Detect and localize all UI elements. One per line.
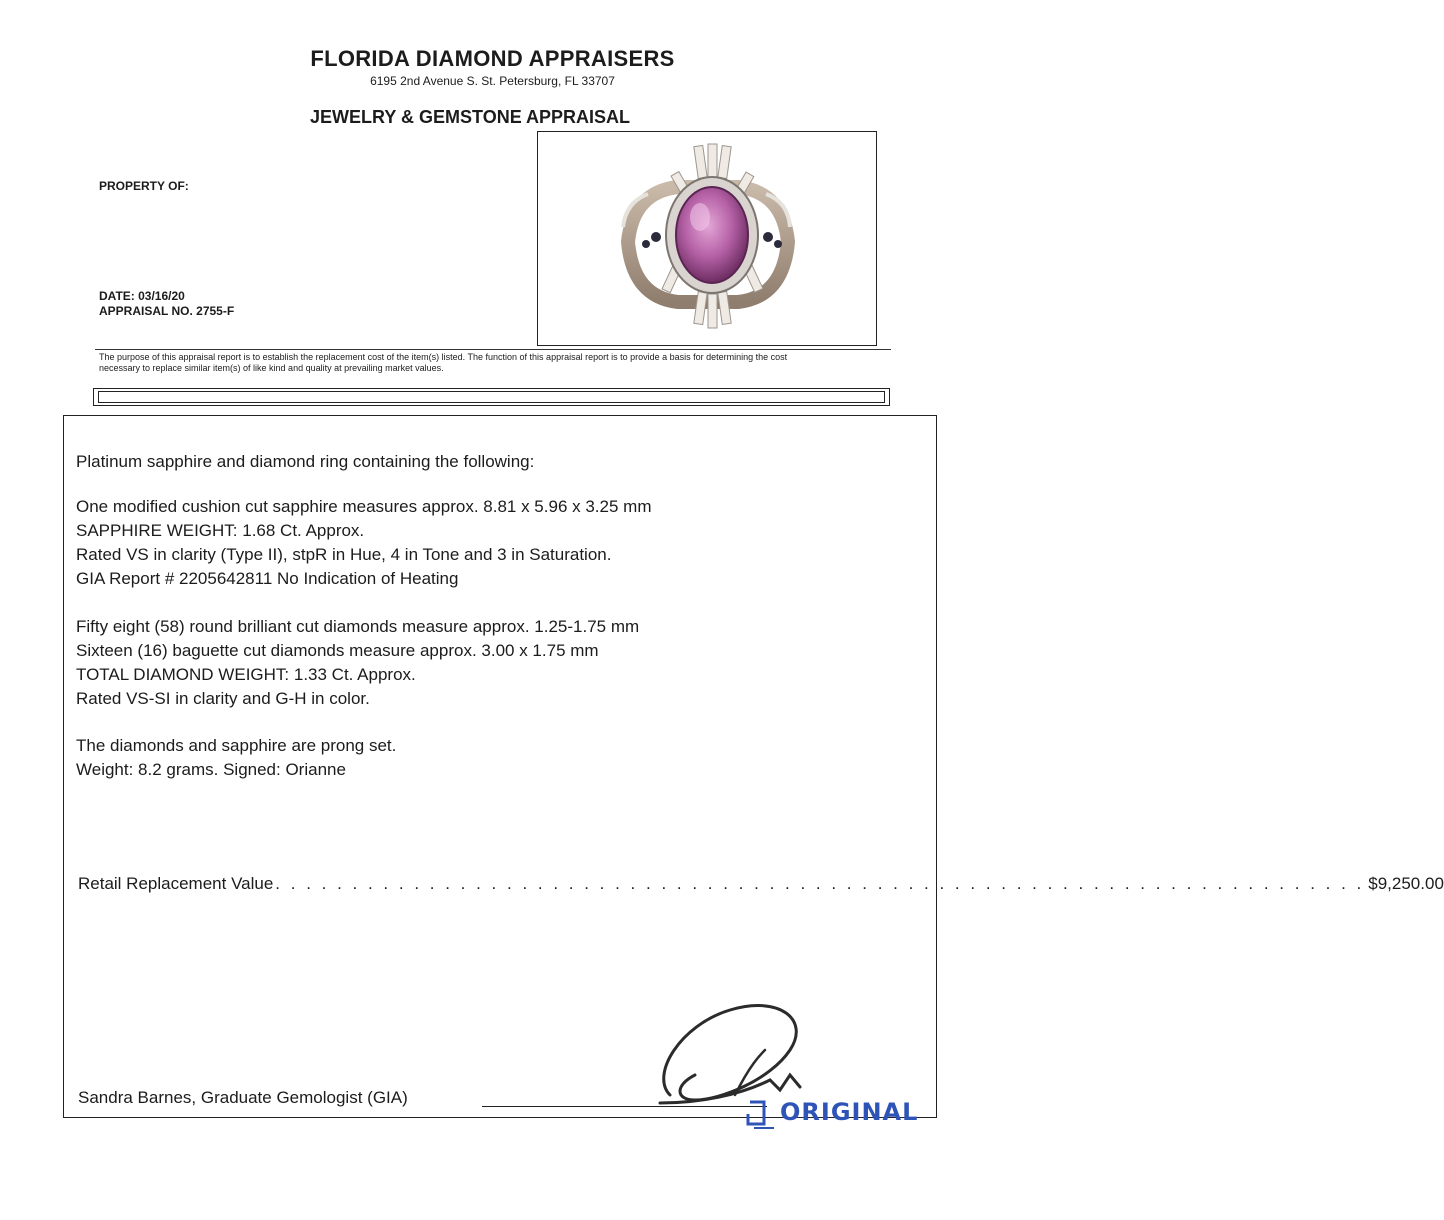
diamond-line: TOTAL DIAMOND WEIGHT: 1.33 Ct. Approx. (76, 665, 416, 684)
description-intro: Platinum sapphire and diamond ring containing the following: (76, 452, 535, 471)
separator-bar-inner (98, 391, 885, 403)
stamp-text: ORIGINAL (780, 1098, 919, 1126)
disclaimer-line-1: The purpose of this appraisal report is to establish the replacement cost of the item(s) listed. The function of this appraisal report is to provide a basis for determining the cost (99, 352, 788, 362)
sapphire-line: Rated VS in clarity (Type II), stpR in Hue, 4 in Tone and 3 in Saturation. (76, 545, 612, 564)
property-of-label: PROPERTY OF: (99, 179, 189, 193)
sapphire-details (76, 495, 651, 591)
disclaimer (99, 352, 899, 374)
date-line (99, 289, 185, 303)
diamond-line: Fifty eight (58) round brilliant cut diamonds measure approx. 1.25-1.75 mm (76, 617, 640, 636)
date-label: DATE: (99, 289, 135, 303)
signer-name: Sandra Barnes, Graduate Gemologist (GIA) (78, 1088, 408, 1107)
date-value: 03/16/20 (138, 289, 185, 303)
company-address: 6195 2nd Avenue S. St. Petersburg, FL 33707 (370, 74, 615, 88)
sapphire-line: One modified cushion cut sapphire measures approx. 8.81 x 5.96 x 3.25 mm (76, 497, 652, 516)
appraisal-number: 2755-F (196, 304, 235, 318)
company-name: FLORIDA DIAMOND APPRAISERS (310, 46, 675, 71)
document-title: JEWELRY & GEMSTONE APPRAISAL (310, 107, 631, 127)
diamond-line: Rated VS-SI in clarity and G-H in color. (76, 689, 370, 708)
setting-details (76, 734, 396, 782)
appraisal-label: APPRAISAL NO. (99, 304, 193, 318)
stamp-mark-icon (744, 1094, 780, 1134)
leader-dots: . . . . . . . . . . . . . . . . . . . . . . . . . . . . . . . . . . . . . . . . . . . . . . . . . . . . . . . . . . . . . . . . . . . . . . . (275, 874, 1365, 893)
replacement-value-line (78, 874, 1444, 894)
appraisal-number-line (99, 304, 234, 318)
disclaimer-line-2: necessary to replace similar item(s) of like kind and quality at prevailing market values. (99, 363, 444, 373)
disclaimer-rule (95, 349, 891, 350)
original-stamp (744, 1094, 924, 1134)
setting-line: The diamonds and sapphire are prong set. (76, 736, 397, 755)
sapphire-line: SAPPHIRE WEIGHT: 1.68 Ct. Approx. (76, 521, 365, 540)
sapphire-line: GIA Report # 2205642811 No Indication of Heating (76, 569, 459, 588)
ring-illustration (538, 132, 876, 345)
setting-line: Weight: 8.2 grams. Signed: Orianne (76, 760, 346, 779)
diamond-line: Sixteen (16) baguette cut diamonds measure approx. 3.00 x 1.75 mm (76, 641, 599, 660)
diamond-details (76, 615, 639, 711)
ring-photo (537, 131, 877, 346)
replacement-value-amount: $9,250.00 (1368, 874, 1444, 893)
replacement-value-label: Retail Replacement Value (78, 874, 274, 893)
